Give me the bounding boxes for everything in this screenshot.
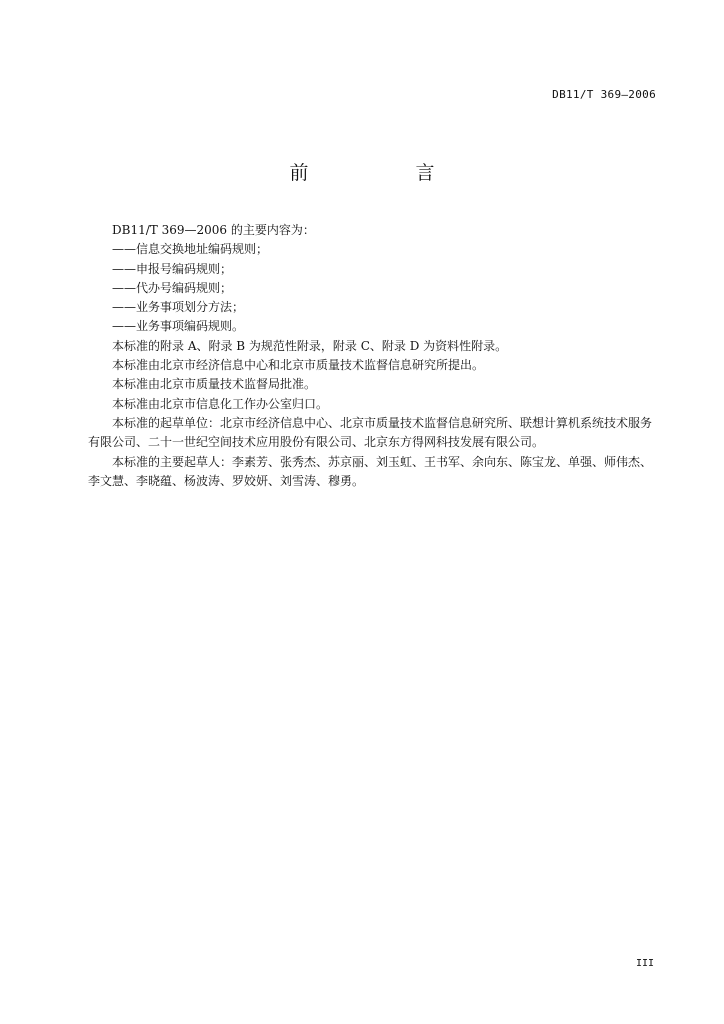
list-item: ——业务事项划分方法； bbox=[112, 300, 245, 315]
paragraph-approver: 本标准由北京市质量技术监督局批准。 bbox=[112, 377, 317, 392]
paragraph-drafting-units: 本标准的起草单位：北京市经济信息中心、北京市质量技术监督信息研究所、联想计算机系统技术服务有限公司、二十一世纪空间技术应用股份有限公司、北京东方得网科技发展有限公司。 bbox=[88, 415, 653, 450]
page-number: III bbox=[635, 958, 654, 969]
document-code: DB11/T 369—2006 bbox=[552, 88, 656, 101]
list-item: ——信息交换地址编码规则； bbox=[112, 242, 269, 257]
paragraph-administrator: 本标准由北京市信息化工作办公室归口。 bbox=[112, 396, 329, 411]
paragraph-intro: DB11/T 369—2006 的主要内容为： bbox=[112, 223, 315, 237]
page-title: 前 言 bbox=[289, 162, 479, 184]
foreword-body bbox=[88, 221, 658, 491]
list-item: ——申报号编码规则； bbox=[112, 261, 233, 276]
list-item: ——业务事项编码规则。 bbox=[112, 319, 245, 334]
paragraph-drafters: 本标准的主要起草人：李素芳、张秀杰、苏京丽、刘玉虹、王书军、余向东、陈宝龙、单强、师伟杰、李文慧、李晓蕴、杨波涛、罗姣妍、刘雪涛、穆勇。 bbox=[88, 454, 653, 488]
paragraph-proposer: 本标准由北京市经济信息中心和北京市质量技术监督信息研究所提出。 bbox=[112, 358, 485, 373]
list-item: ——代办号编码规则； bbox=[112, 280, 233, 295]
paragraph-appendix: 本标准的附录 A、附录 B 为规范性附录，附录 C、附录 D 为资料性附录。 bbox=[112, 338, 508, 353]
